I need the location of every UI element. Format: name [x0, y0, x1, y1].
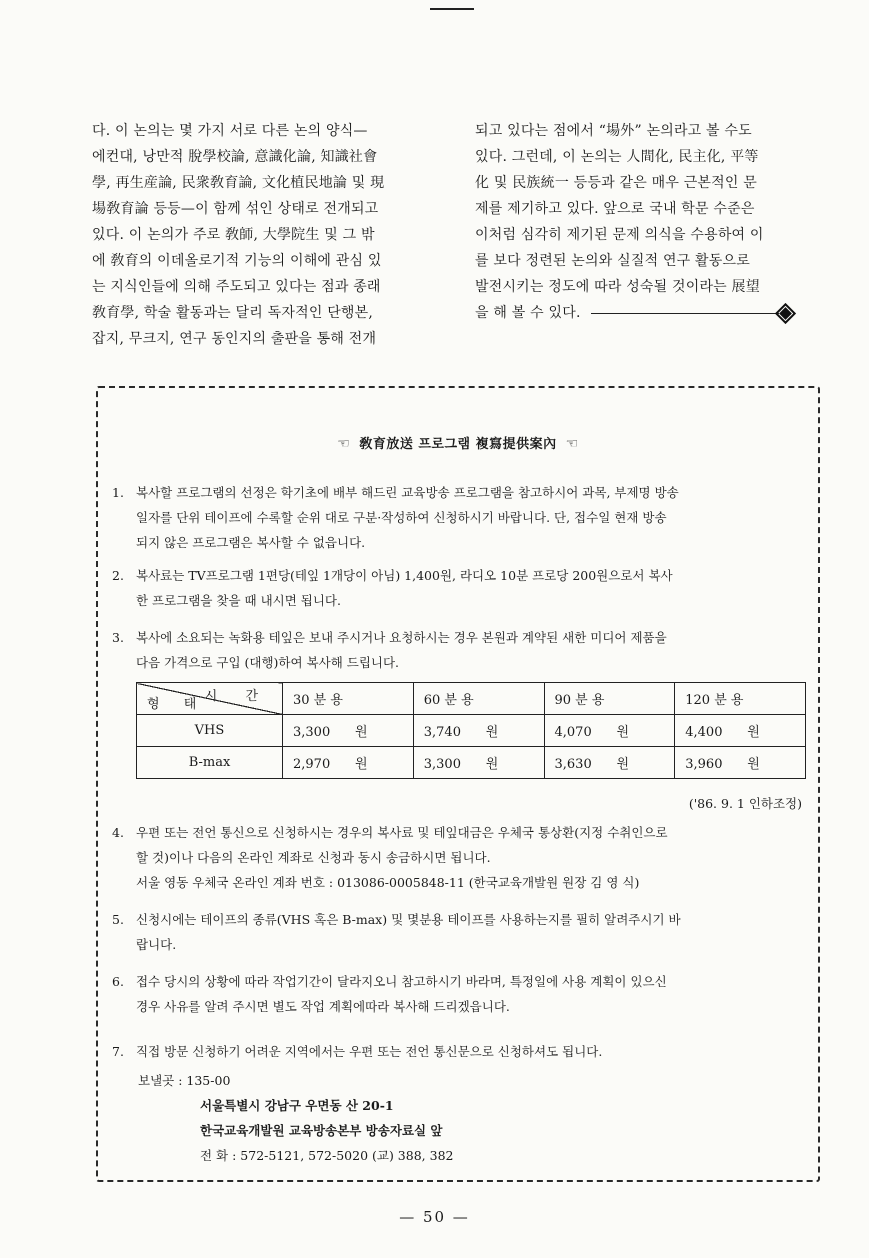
price-cell: 3,960 원 — [675, 747, 806, 779]
text-line: 에컨대, 낭만적 脫學校論, 意識化論, 知識社會 — [92, 149, 378, 165]
pointing-hand-icon: ☜ — [565, 436, 579, 452]
item-line: 서울 영동 우체국 온라인 계좌 번호 : 013086-0005848-11 (한국교육개발원 원장 김 영 식) — [136, 875, 640, 890]
item-line: 접수 당시의 상황에 따라 작업기간이 달라지오니 참고하시기 바라며, 특정일에 사용 계획이 있으신 — [136, 974, 667, 989]
item-line: 경우 사유를 알려 주시면 별도 작업 계획에따라 복사해 드리겠읍니다. — [136, 999, 510, 1014]
notice-item — [112, 563, 808, 613]
item-line: 랍니다. — [136, 937, 177, 952]
item-number: 2. — [112, 568, 124, 583]
notice-title — [98, 433, 818, 452]
text-line: 敎育學, 학술 활동과는 달리 독자적인 단행본, — [92, 305, 374, 321]
price-adjust-note: ('86. 9. 1 인하조정) — [688, 796, 802, 811]
text-line: 발전시키는 정도에 따라 성숙될 것이라는 展望 — [475, 279, 760, 295]
phone-label: 전 화 : — [200, 1148, 237, 1163]
address-label: 보낼곳 : — [138, 1073, 183, 1088]
item-line: 일자를 단위 테이프에 수록할 순위 대로 구분·작성하여 신청하시기 바랍니다. 단, 접수일 현재 방송 — [136, 510, 667, 525]
text-line: 제를 제기하고 있다. 앞으로 국내 학문 수준은 — [475, 201, 755, 217]
item-line: 복사에 소요되는 녹화용 테잎은 보내 주시거나 요청하시는 경우 본원과 계약된 새한 미디어 제품을 — [136, 630, 667, 645]
column-header: 90 분 용 — [544, 683, 675, 715]
notice-item — [112, 1039, 808, 1064]
notice-box — [96, 386, 820, 1182]
notice-item — [112, 625, 808, 675]
phone-number: 572-5121, 572-5020 (교) 388, 382 — [240, 1148, 454, 1163]
address-line: 한국교육개발원 교육방송본부 방송자료실 앞 — [200, 1123, 443, 1138]
price-cell: 3,300 원 — [283, 715, 414, 747]
price-cell: 3,300 원 — [413, 747, 544, 779]
text-line: 있다. 그런데, 이 논의는 人間化, 民主化, 平等 — [475, 149, 759, 165]
price-cell: 4,400 원 — [675, 715, 806, 747]
page-number: — 50 — — [399, 1208, 470, 1226]
address-block — [138, 1068, 453, 1168]
row-type: VHS — [137, 715, 283, 747]
item-number: 6. — [112, 974, 124, 989]
text-line: 에 敎育의 이데올로기적 기능의 이해에 관심 있 — [92, 253, 382, 269]
header-type: 형 태 — [147, 697, 207, 712]
item-number: 3. — [112, 630, 124, 645]
notice-title-text: 敎育放送 프로그램 複寫提供案內 — [359, 437, 557, 452]
table-row — [137, 715, 806, 747]
item-line: 되지 않은 프로그램은 복사할 수 없읍니다. — [136, 535, 366, 550]
address-line: 서울특별시 강남구 우면동 산 20-1 — [200, 1098, 394, 1113]
notice-item — [112, 480, 808, 555]
item-line: 한 프로그램을 찾을 때 내시면 됩니다. — [136, 593, 341, 608]
notice-item — [112, 907, 808, 957]
notice-item — [112, 969, 808, 1019]
top-rule — [430, 8, 474, 10]
pointing-hand-icon: ☜ — [337, 436, 351, 452]
table-corner-header — [137, 683, 283, 715]
price-cell: 3,630 원 — [544, 747, 675, 779]
item-line: 복사할 프로그램의 선정은 학기초에 배부 해드린 교육방송 프로그램을 참고하시어 과목, 부제명 방송 — [136, 485, 679, 500]
item-line: 신청시에는 테이프의 종류(VHS 혹은 B-max) 및 몇분용 테이프를 사용하는지를 필히 알려주시기 바 — [136, 912, 681, 927]
price-table — [136, 682, 806, 779]
text-line: 를 보다 정련된 논의와 실질적 연구 활동으로 — [475, 253, 750, 269]
right-text-column — [475, 118, 833, 326]
text-line: 잡지, 무크지, 연구 동인지의 출판을 통해 전개 — [92, 331, 377, 347]
end-rule — [591, 313, 779, 314]
column-header: 30 분 용 — [283, 683, 414, 715]
item-line: 다음 가격으로 구입 (대행)하여 복사해 드립니다. — [136, 655, 400, 670]
text-line: 化 및 民族統一 등등과 같은 매우 근본적인 문 — [475, 175, 757, 191]
row-type: B-max — [137, 747, 283, 779]
text-line: 을 해 볼 수 있다. — [475, 305, 581, 321]
column-header: 60 분 용 — [413, 683, 544, 715]
text-line: 는 지식인들에 의해 주도되고 있다는 점과 종래 — [92, 279, 381, 295]
text-line: 場敎育論 등등—이 함께 섞인 상태로 전개되고 — [92, 201, 379, 217]
table-row — [137, 747, 806, 779]
left-text-column — [92, 118, 442, 352]
price-cell: 3,740 원 — [413, 715, 544, 747]
item-number: 4. — [112, 825, 124, 840]
column-header: 120 분 용 — [675, 683, 806, 715]
text-line: 이처럼 심각히 제기된 문제 의식을 수용하여 이 — [475, 227, 764, 243]
postal-code: 135-00 — [186, 1073, 231, 1088]
text-line: 되고 있다는 점에서 “場外” 논의라고 볼 수도 — [475, 123, 752, 139]
text-line: 있다. 이 논의가 주로 敎師, 大學院生 및 그 밖 — [92, 227, 375, 243]
price-cell: 2,970 원 — [283, 747, 414, 779]
item-line: 직접 방문 신청하기 어려운 지역에서는 우편 또는 전언 통신문으로 신청하셔도 됩니다. — [136, 1044, 603, 1059]
header-time: 시 간 — [204, 689, 270, 704]
item-line: 우편 또는 전언 통신으로 신청하시는 경우의 복사료 및 테잎대금은 우체국 통상환(지정 수취인으로 — [136, 825, 668, 840]
price-cell: 4,070 원 — [544, 715, 675, 747]
item-line: 복사료는 TV프로그램 1편당(테잎 1개당이 아님) 1,400원, 라디오 10분 프로당 200원으로서 복사 — [136, 568, 673, 583]
item-number: 7. — [112, 1044, 124, 1059]
item-line: 할 것)이나 다음의 온라인 계좌로 신청과 동시 송금하시면 됩니다. — [136, 850, 491, 865]
text-line: 다. 이 논의는 몇 가지 서로 다른 논의 양식— — [92, 123, 368, 139]
text-line: 學, 再生産論, 民衆敎育論, 文化植民地論 및 現 — [92, 175, 385, 191]
item-number: 1. — [112, 485, 124, 500]
diamond-end-icon — [779, 307, 792, 320]
item-number: 5. — [112, 912, 124, 927]
notice-item — [112, 820, 808, 895]
